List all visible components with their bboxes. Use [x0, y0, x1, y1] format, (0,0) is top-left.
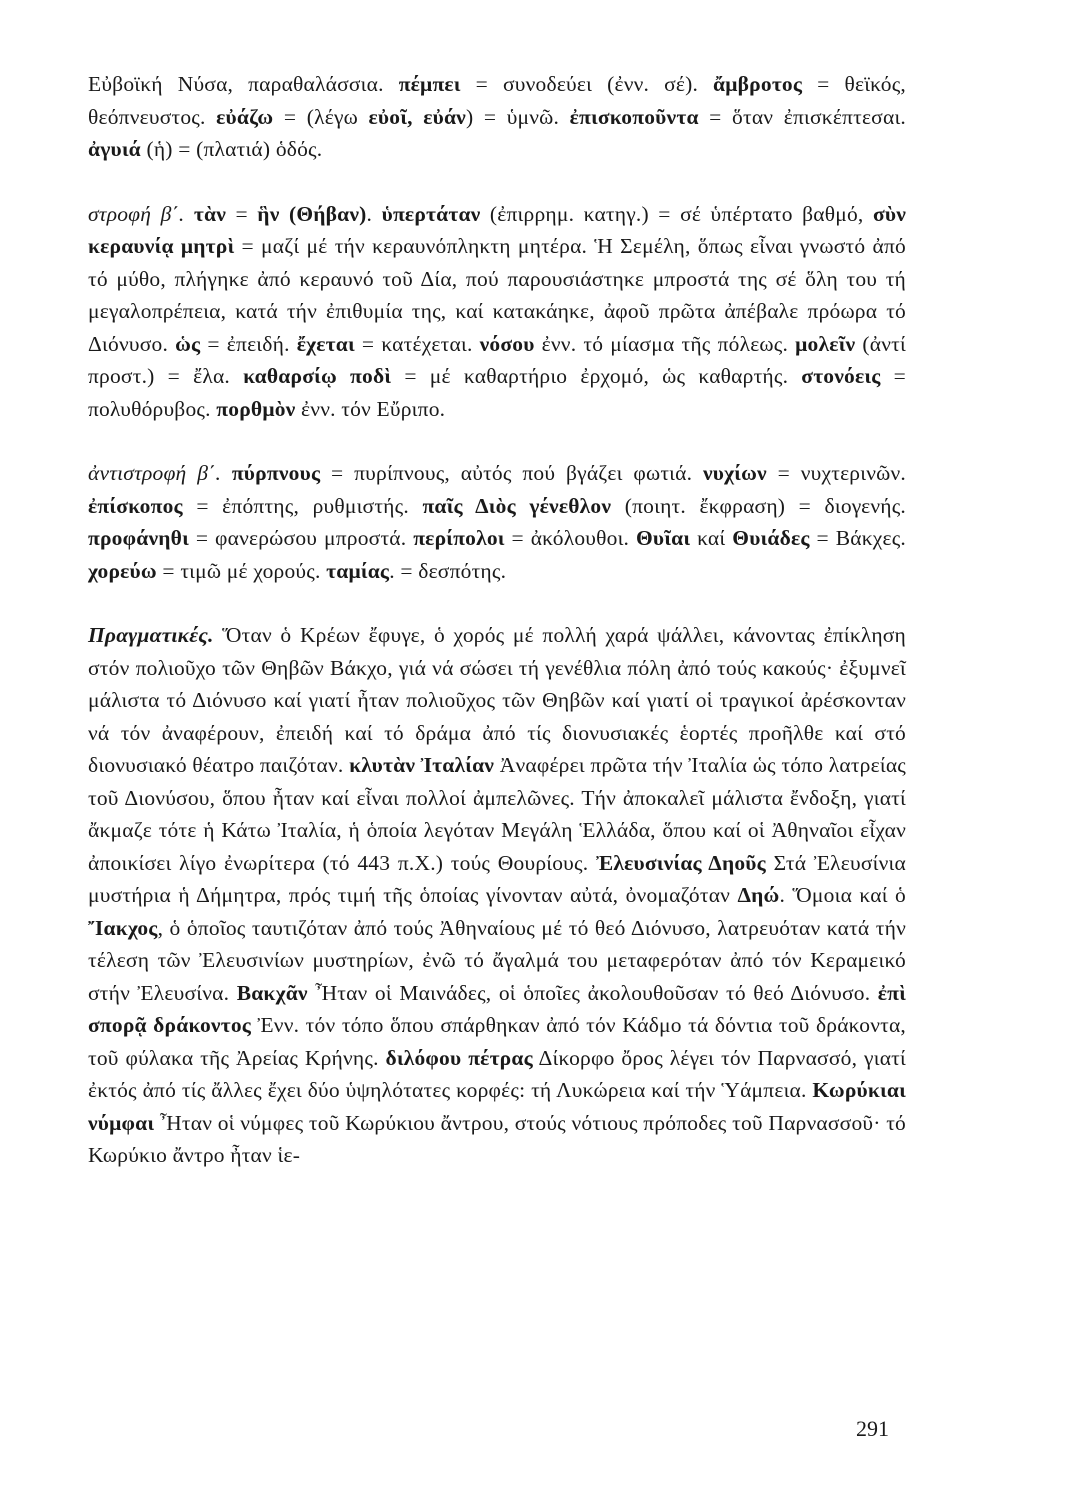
text-run: [184, 202, 193, 226]
term-run: στονόεις: [801, 364, 881, 388]
text-run: = πολυθόρυβος.: [88, 364, 907, 421]
text-run: Εὐβοϊκή Νύσα, παραθαλάσσια.: [88, 72, 399, 96]
term-run: πορθμὸν: [216, 396, 296, 421]
body-text: [88, 68, 906, 1204]
term-run: στροφή β΄.: [88, 201, 185, 226]
term-run: ταμίας: [326, 558, 390, 583]
term-run: παῖς Διὸς γένεθλον: [422, 493, 612, 518]
term-run: ἔχεται: [296, 331, 355, 356]
term-run: Κωρύκιαι νύμφαι: [88, 1078, 906, 1135]
paragraph: [88, 457, 906, 587]
paragraph: [88, 619, 906, 1172]
text-run: . = δεσπότης.: [389, 558, 507, 583]
text-run: (ἐπιρρημ. κατηγ.) = σέ ὑπέρτατο βαθμό,: [480, 201, 873, 226]
text-run: Ἦταν οἱ νύμφες τοῦ Κωρύκιου ἄντρου, στούς νότιους πρόποδες τοῦ Παρνασσοῦ· τό Κωρύκιο ἄντρο ἦταν ἱε-: [88, 1110, 906, 1167]
text-run: =: [226, 201, 258, 226]
term-run: Ἐλευσινίας Δηοῦς: [595, 850, 766, 875]
page-number: 291: [856, 1416, 889, 1441]
term-run: ἀγυιά: [88, 137, 141, 161]
text-run: = πυρίπνους, αὐτός πού βγάζει φωτιά.: [320, 461, 703, 485]
term-run: Ἴακχος: [88, 915, 158, 940]
text-run: ) = ὑμνῶ.: [465, 104, 570, 129]
term-run: καθαρσίῳ ποδὶ: [243, 364, 392, 388]
text-run: (ἀντί προστ.) = ἔλα.: [88, 331, 906, 388]
text-run: = (λέγω: [273, 104, 369, 129]
term-run: ἐπισκοποῦντα: [569, 104, 699, 129]
text-run: = κατέχεται.: [354, 331, 480, 356]
text-run: Ἐνν. τόν τόπο ὅπου σπάρθηκαν ἀπό τόν Κάδμο τά δόντια τοῦ δράκοντα, τοῦ φύλακα τῆς Ἀρείας Κρήνης.: [88, 1013, 906, 1070]
term-run: μολεῖν: [795, 331, 856, 356]
text-run: . Ὅμοια καί ὁ: [779, 883, 906, 907]
text-run: (ποιητ. ἔκφραση) = διογενής.: [611, 493, 906, 518]
term-run: Θυῖαι: [636, 526, 691, 550]
term-run: πέμπει: [398, 72, 461, 96]
paragraph: [88, 198, 906, 426]
term-run: τὰν: [193, 201, 227, 226]
term-run: εὐάζω: [216, 104, 274, 129]
term-run: Θυιάδες: [732, 526, 810, 550]
text-run: = φανερώσου μπροστά.: [188, 526, 414, 550]
term-run: νυχίων: [702, 461, 767, 485]
text-run: .: [366, 201, 382, 226]
text-run: = συνοδεύει (ἐνν. σέ).: [460, 72, 714, 96]
term-run: ἄμβροτος: [713, 72, 803, 96]
term-run: πύρπνους: [231, 461, 321, 485]
text-run: = Βάκχες.: [809, 526, 907, 550]
text-run: = μαζί μέ τήν κεραυνόπληκτη μητέρα. Ἡ Σεμέλη, ὅπως εἶναι γνωστό ἀπό τό μύθο, πλήγηκε ἀπό κεραυνό τοῦ Δία, πού παρουσιάστηκε μπροστά της σέ ὅλη του τή μεγαλοπρέπεια, κατά τήν ἐπιθυμία της, καί κατακάηκε, ἀφοῦ πρῶτα ἀπέβαλε πρόωρα τό Διόνυσο.: [88, 234, 906, 356]
text-run: Ἀναφέρει πρῶτα τήν Ἰταλία ὡς τόπο λατρείας τοῦ Διονύσου, ὅπου ἦταν καί εἶναι πολλοί ἀμπελῶνες. Τήν ἀποκαλεῖ μάλιστα ἔνδοξη, γιατί ἄκμαζε τότε ἡ Κάτω Ἰταλία, ἡ ὁποία λεγόταν Μεγάλη Ἑλλάδα, ὅπου καί οἱ Ἀθηναῖοι εἶχαν ἀποικίσει λίγο ἐνωρίτερα (τό 443 π.Χ.) τούς Θουρίους.: [88, 753, 907, 875]
text-run: = ἐπόπτης, ρυθμιστής.: [182, 493, 423, 518]
term-run: ἣν (Θήβαν): [257, 201, 367, 226]
text-run: = ἐπειδή.: [200, 331, 297, 356]
term-run: περίπολοι: [413, 526, 505, 550]
text-run: = νυχτερινῶν.: [766, 461, 906, 485]
text-run: Στά Ἐλευσίνια μυστήρια ἡ Δήμητρα, πρός τιμή τῆς ὁποίας γίνονταν αὐτά, ὀνομαζόταν: [88, 850, 906, 907]
term-run: ὑπερτάταν: [381, 201, 481, 226]
text-run: Ὅταν ὁ Κρέων ἔφυγε, ὁ χορός μέ πολλή χαρά ψάλλει, κάνοντας ἐπίκληση στόν πολιοῦχο τῶν Θηβῶν Βάκχο, γιά νά σώσει τή γενέθλια πόλη ἀπό τούς κακούς· ἐξυμνεῖ μάλιστα τό Διόνυσο καί γιατί ἦταν πολιοῦχος τῶν Θηβῶν καί γιατί οἱ τραγικοί ἀρέσκονταν νά τόν ἀναφέρουν, ἐπειδή καί τό δράμα ἀπό τίς διονυσιακές ἑορτές προῆλθε καί στό διονυσιακό θέατρο παιζόταν.: [88, 623, 906, 777]
term-run: Πραγματικές.: [88, 623, 214, 647]
term-run: εὐοῖ, εὐάν: [368, 104, 466, 129]
term-run: Δηώ: [737, 883, 780, 907]
text-run: , ὁ ὁποῖος ταυτιζόταν ἀπό τούς Ἀθηναίους μέ τό θεό Διόνυσο, λατρευόταν κατά τήν τέλεση τῶν Ἐλευσινίων μυστηρίων, ἐνῶ τό ἄγαλμά του μεταφερόταν ἀπό τόν Κεραμεικό στήν Ἐλευσίνα.: [88, 915, 906, 1005]
text-run: καί: [690, 526, 733, 550]
text-run: = τιμῶ μέ χορούς.: [156, 558, 327, 583]
text-run: ἐνν. τόν Εὔριπο.: [295, 396, 446, 421]
term-run: σὺν κεραυνίᾳ μητρὶ: [88, 201, 907, 258]
term-run: προφάνηθι: [88, 526, 189, 550]
text-run: (ἡ) = (πλατιά) ὁδός.: [140, 137, 323, 161]
text-run: ἐνν. τό μίασμα τῆς πόλεως.: [534, 331, 796, 356]
term-run: ἐπίσκοπος: [88, 493, 183, 518]
text-run: = ὅταν ἐπισκέπτεσαι.: [698, 104, 906, 129]
text-run: Δίκορφο ὄρος λέγει τόν Παρνασσό, γιατί ἐκτός ἀπό τίς ἄλλες ἔχει δύο ὑψηλότατες κορφές: τή Λυκώρεια καί τήν Ὑάμπεια.: [88, 1045, 906, 1102]
text-run: [221, 461, 232, 485]
term-run: ἐπὶ σπορᾷ δράκοντος: [88, 980, 906, 1037]
term-run: χορεύω: [88, 558, 157, 583]
text-run: = ἀκόλουθοι.: [504, 526, 636, 550]
text-run: = θεϊκός, θεόπνευστος.: [88, 72, 906, 129]
term-run: ὡς: [175, 331, 201, 356]
paragraph: [88, 68, 906, 166]
term-run: νόσου: [479, 331, 535, 356]
term-run: διλόφου πέτρας: [385, 1045, 533, 1070]
term-run: κλυτὰν Ἰταλίαν: [349, 753, 495, 777]
term-run: ἀντιστροφή β΄.: [88, 461, 222, 485]
text-run: Ἦταν οἱ Μαινάδες, οἱ ὁποῖες ἀκολουθοῦσαν τό θεό Διόνυσο.: [307, 980, 878, 1005]
text-run: = μέ καθαρτήριο ἐρχομό, ὡς καθαρτής.: [391, 364, 802, 388]
term-run: Βακχᾶν: [236, 980, 308, 1005]
